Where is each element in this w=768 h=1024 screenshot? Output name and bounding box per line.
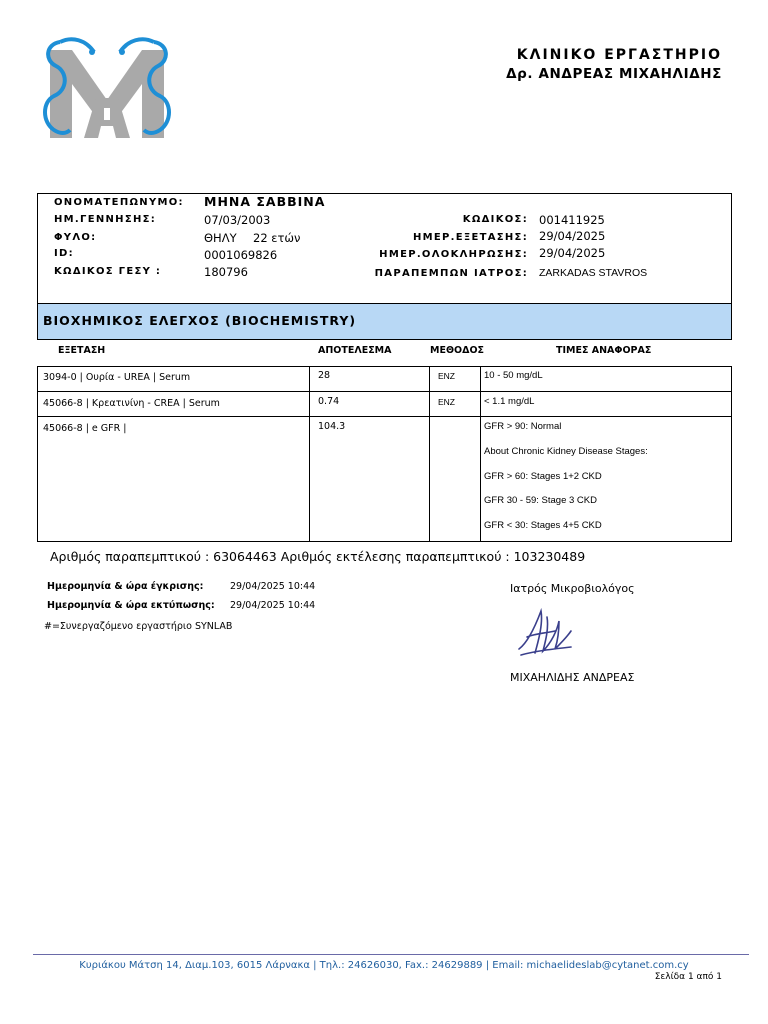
- completion-date-value: 29/04/2025: [539, 246, 606, 260]
- approval-value: 29/04/2025 10:44: [230, 581, 316, 592]
- sex-value: ΘΗΛΥ: [204, 231, 237, 245]
- gesy-value: 180796: [204, 265, 248, 279]
- print-value: 29/04/2025 10:44: [230, 600, 316, 611]
- handwritten-signature: [513, 603, 577, 659]
- lab-name: ΚΛΙΝΙΚΟ ΕΡΓΑΣΤΗΡΙΟ: [516, 47, 722, 63]
- result-cell: [309, 416, 430, 542]
- patient-info-box: [37, 193, 732, 303]
- print-label: Ημερομηνία & ώρα εκτύπωσης:: [47, 600, 215, 611]
- result-value: 104.3: [318, 421, 346, 432]
- patient-name: ΜΗΝΑ ΣΑΒΒΙΝΑ: [204, 194, 326, 209]
- reference-line: GFR 30 - 59: Stage 3 CKD: [484, 495, 597, 506]
- sex-label: ΦΥΛΟ:: [54, 232, 97, 243]
- id-value: 0001069826: [204, 248, 278, 262]
- footer-divider: [33, 954, 749, 955]
- referring-doctor-label: ΠΑΡΑΠΕΜΠΩΝ ΙΑΤΡΟΣ:: [374, 268, 528, 279]
- column-header-method: ΜΕΘΟΔΟΣ: [430, 345, 485, 356]
- method-value: ENZ: [438, 397, 455, 407]
- exam-date-label: ΗΜΕΡ.ΕΞΕΤΑΣΗΣ:: [412, 232, 528, 243]
- table-row: [37, 416, 310, 542]
- reference-line: About Chronic Kidney Disease Stages:: [484, 446, 648, 457]
- patient-name-label: ΟΝΟΜΑΤΕΠΩΝΥΜΟ:: [54, 197, 184, 208]
- exam-date-value: 29/04/2025: [539, 229, 606, 243]
- test-name: 45066-8 | Κρεατινίνη - CREA | Serum: [43, 398, 220, 409]
- referring-doctor-value: ZARKADAS STAVROS: [539, 267, 648, 279]
- age-value: 22 ετών: [253, 231, 301, 245]
- reference-value: < 1.1 mg/dL: [484, 396, 535, 407]
- signature-role: Ιατρός Μικροβιολόγος: [510, 582, 635, 595]
- dob-value: 07/03/2003: [204, 213, 271, 227]
- gesy-label: ΚΩΔΙΚΟΣ ΓΕΣΥ :: [54, 266, 162, 277]
- code-label: ΚΩΔΙΚΟΣ:: [462, 214, 528, 225]
- method-value: ENZ: [438, 371, 455, 381]
- section-title: ΒΙΟΧΗΜΙΚΟΣ ΕΛΕΓΧΟΣ (BIOCHEMISTRY): [43, 313, 357, 328]
- approval-label: Ημερομηνία & ώρα έγκρισης:: [47, 581, 204, 592]
- dob-label: ΗΜ.ΓΕΝΝΗΣΗΣ:: [54, 214, 157, 225]
- synlab-note: #=Συνεργαζόμενο εργαστήριο SYNLAB: [44, 621, 233, 632]
- test-name: 45066-8 | e GFR |: [43, 423, 127, 434]
- method-cell: [429, 391, 481, 417]
- reference-line: GFR < 30: Stages 4+5 CKD: [484, 520, 602, 531]
- code-value: 001411925: [539, 213, 605, 227]
- method-cell: [429, 366, 481, 392]
- completion-date-label: ΗΜΕΡ.ΟΛΟΚΛΗΡΩΣΗΣ:: [379, 249, 528, 260]
- reference-value: 10 - 50 mg/dL: [484, 370, 543, 381]
- footer-address: Κυριάκου Μάτση 14, Διαμ.103, 6015 Λάρνακα | Τηλ.: 24626030, Fax.: 24629889 | Email: michaelideslab@cytanet.com.cy: [79, 960, 689, 971]
- page-number: Σελίδα 1 από 1: [654, 972, 722, 982]
- test-name: 3094-0 | Ουρία - UREA | Serum: [43, 372, 191, 383]
- section-header: [37, 303, 732, 340]
- reference-line: GFR > 90: Normal: [484, 421, 562, 432]
- signature-name: ΜΙΧΑΗΛΙΔΗΣ ΑΝΔΡΕΑΣ: [510, 671, 635, 684]
- result-value: 0.74: [318, 396, 340, 407]
- result-value: 28: [318, 370, 331, 381]
- reference-line: GFR > 60: Stages 1+2 CKD: [484, 471, 602, 482]
- column-header-test: ΕΞΕΤΑΣΗ: [58, 345, 106, 356]
- method-cell: [429, 416, 481, 542]
- doctor-name-header: Δρ. ΑΝΔΡΕΑΣ ΜΙΧΑΗΛΙΔΗΣ: [506, 66, 722, 82]
- lab-logo: [38, 30, 176, 142]
- column-header-result: ΑΠΟΤΕΛΕΣΜΑ: [318, 345, 392, 356]
- referral-numbers: Αριθμός παραπεμπτικού : 63064463 Αριθμός εκτέλεσης παραπεμπτικού : 103230489: [50, 549, 586, 564]
- id-label: ID:: [54, 248, 74, 259]
- column-header-reference: ΤΙΜΕΣ ΑΝΑΦΟΡΑΣ: [556, 345, 652, 356]
